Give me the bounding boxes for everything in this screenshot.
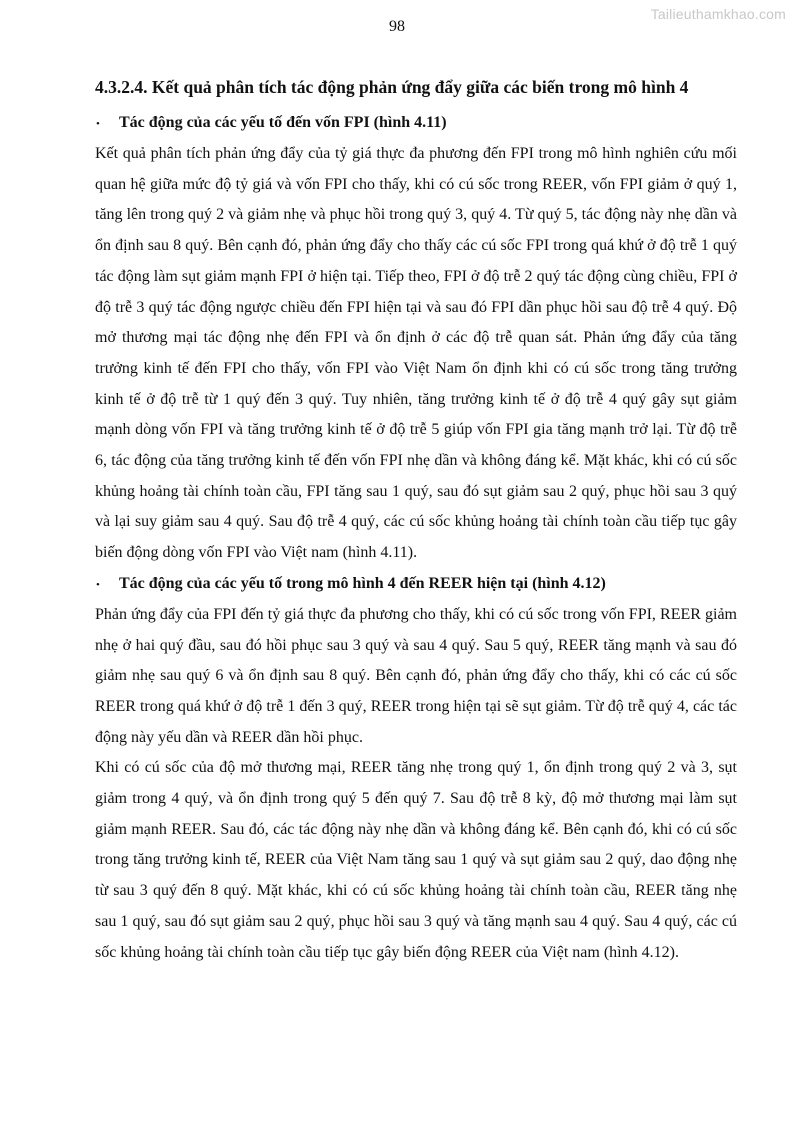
section-fpi [95,108,737,569]
bullet-icon: • [96,578,100,591]
bullet-title: Tác động của các yếu tố đến vốn FPI (hình 4.11) [119,114,447,131]
bullet-heading-fpi [95,108,737,139]
paragraph: Phản ứng đẩy của FPI đến tỷ giá thực đa phương cho thấy, khi có cú sốc trong vốn FPI, REER giảm nhẹ ở hai quý đầu, sau đó hồi phục sau 3 quý và sau 4 quý. Sau 5 quý, REER tăng mạnh và sau đó giảm nhẹ sau quý 6 và ổn định sau 8 quý. Bên cạnh đó, phản ứng đẩy cho thấy, khi có các cú sốc REER trong quá khứ ở độ trễ 1 đến 3 quý, REER trong hiện tại sẽ sụt giảm. Từ độ trễ quý 4, các tác động này yếu dần và REER dần hồi phục. [95,605,737,746]
paragraph: Kết quả phân tích phản ứng đẩy của tỷ giá thực đa phương đến FPI trong mô hình nghiên cứu mối quan hệ giữa mức độ tỷ giá và vốn FPI cho thấy, khi có cú sốc trong REER, vốn FPI giảm ở quý 1, tăng lên trong quý 2 và giảm nhẹ và phục hồi trong quý 3, quý 4. Từ quý 5, tác động này nhẹ dần và ổn định sau 8 quý. Bên cạnh đó, phản ứng đẩy cho thấy các cú sốc FPI trong quá khứ ở độ trễ 1 quý tác động làm sụt giảm mạnh FPI ở hiện tại. Tiếp theo, FPI ở độ trễ 2 quý tác động cùng chiều, FPI ở độ trễ 3 quý tác động ngược chiều đến FPI hiện tại và sau đó FPI dần phục hồi sau độ trễ 4 quý. Độ mở thương mại tác động nhẹ đến FPI và ổn định ở các độ trễ quan sát. Phản ứng đẩy của tăng trưởng kinh tế đến FPI cho thấy, vốn FPI vào Việt Nam ổn định khi có cú sốc trong tăng trưởng kinh tế ở độ trễ từ 1 quý đến 3 quý. Tuy nhiên, tăng trưởng kinh tế ở độ trễ 4 quý gây sụt giảm mạnh dòng vốn FPI và tăng trưởng kinh tế ở độ trễ 5 giúp vốn FPI gia tăng mạnh trở lại. Từ độ trễ 6, tác động của tăng trưởng kinh tế đến vốn FPI nhẹ dần và không đáng kể. Mặt khác, khi có cú sốc khủng hoảng tài chính toàn cầu, FPI tăng sau 1 quý, sau đó sụt giảm sau 2 quý, phục hồi sau 3 quý và lại suy giảm sau 4 quý. Sau độ trễ 4 quý, các cú sốc khủng hoảng tài chính toàn cầu tiếp tục gây biến động dòng vốn FPI vào Việt nam (hình 4.11). [95,145,737,562]
page-content [95,72,737,968]
section-heading: 4.3.2.4. Kết quả phân tích tác động phản ứng đẩy giữa các biến trong mô hình 4 [95,77,689,97]
watermark: Tailieuthamkhao.com [650,6,786,22]
paragraph: Khi có cú sốc của độ mở thương mại, REER tăng nhẹ trong quý 1, ổn định trong quý 2 và 3, sụt giảm trong 4 quý, và ổn định trong quý 5 đến quý 7. Sau độ trễ 8 kỳ, độ mở thương mại làm sụt giảm mạnh REER. Sau đó, các tác động này nhẹ dần và không đáng kể. Bên cạnh đó, khi có cú sốc trong tăng trưởng kinh tế, REER của Việt Nam tăng sau 1 quý và sụt giảm sau 2 quý, dao động nhẹ từ sau 3 quý đến 8 quý. Mặt khác, khi có cú sốc khủng hoảng tài chính toàn cầu, REER tăng nhẹ sau 1 quý, sau đó sụt giảm sau 2 quý, phục hồi sau 3 quý và tăng mạnh sau 4 quý. Sau 4 quý, các cú sốc khủng hoảng tài chính toàn cầu tiếp tục gây biến động REER của Việt nam (hình 4.12). [95,759,737,961]
bullet-icon: • [96,118,100,130]
page-number: 98 [389,18,405,35]
bullet-heading-reer [95,569,737,600]
section-reer [95,569,737,968]
bullet-title: Tác động của các yếu tố trong mô hình 4 đến REER hiện tại (hình 4.12) [119,574,606,592]
